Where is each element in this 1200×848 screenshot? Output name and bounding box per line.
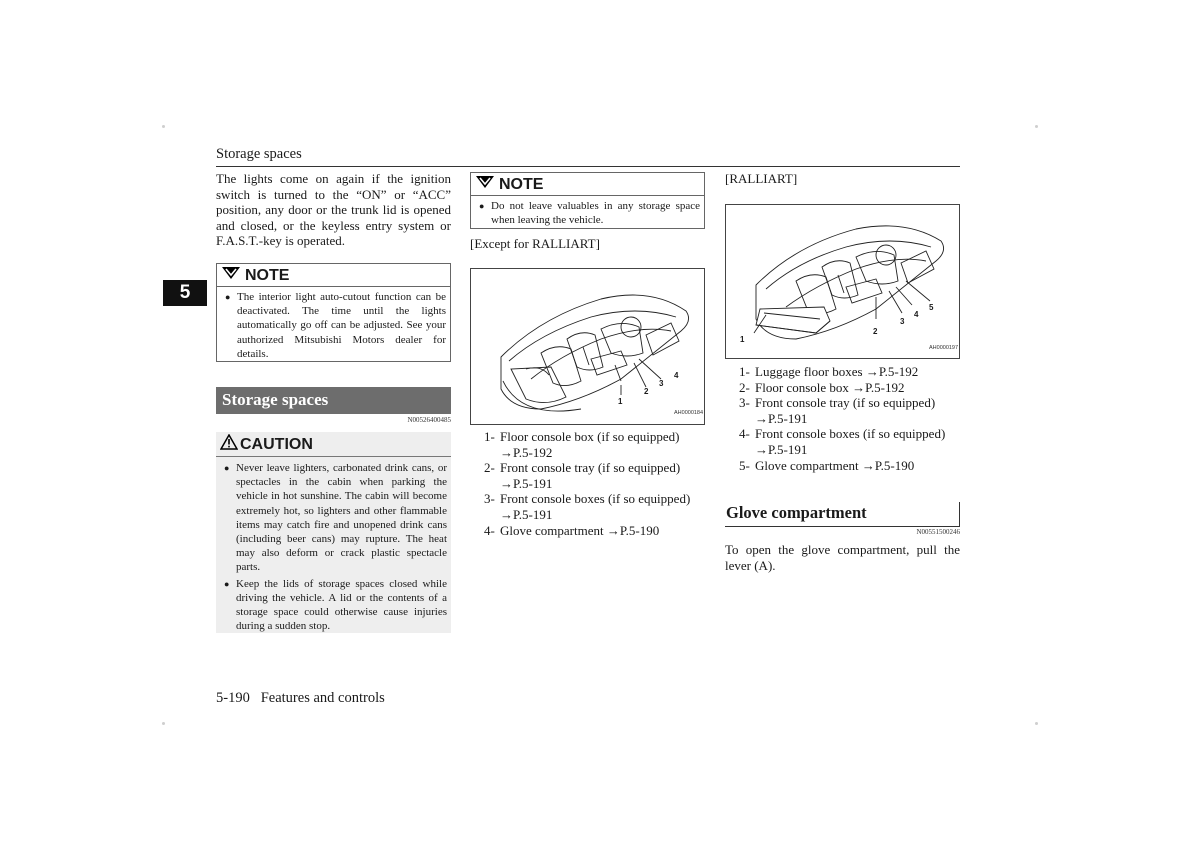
figure-callout: 4 — [674, 371, 679, 380]
figure-a-legend — [484, 429, 703, 538]
car-interior-illustration — [471, 269, 704, 424]
legend-text: Floor console box →P.5-192 — [755, 379, 905, 395]
figure-caption: [Except for RALLIART] — [470, 236, 600, 251]
caution-bullet-text: Keep the lids of storage spaces closed while driving the vehicle. A lid or the contents of a storage space could otherwise cause injuries during a sudden stop. — [236, 577, 447, 633]
figure-callout: 1 — [740, 335, 745, 344]
legend-item — [484, 523, 703, 539]
note-bullet-text: The interior light auto-cutout function can be deactivated. The time until the lights automatically go off can be adjusted. See your authorized Mitsubishi Motors dealer for details. — [237, 291, 446, 360]
legend-text: Front console tray (if so equipped) — [500, 460, 681, 476]
legend-number: 1- — [484, 429, 495, 444]
legend-item — [739, 380, 958, 396]
page-footer — [216, 690, 385, 707]
legend-item — [739, 458, 958, 474]
note-bullet-text: Do not leave valuables in any storage space when leaving the vehicle. — [491, 200, 700, 227]
warning-triangle-icon — [220, 434, 238, 455]
legend-text: Front console tray (if so equipped) — [755, 395, 936, 411]
note-icon — [221, 266, 241, 285]
glove-section-rule-tick — [959, 502, 960, 526]
note-label: NOTE — [499, 175, 544, 193]
glove-section-code: N00551500246 — [916, 528, 960, 536]
legend-number: 5- — [739, 457, 750, 473]
figure-caption: [RALLIART] — [725, 171, 798, 186]
figure-callout: 3 — [900, 317, 905, 326]
bullet-dot-icon: ● — [224, 463, 230, 473]
figure-callout: 3 — [659, 379, 664, 388]
legend-item — [739, 395, 958, 426]
legend-number: 4- — [739, 426, 750, 442]
legend-number: 2- — [484, 460, 495, 476]
footer-section-name: Features and controls — [260, 690, 385, 706]
page-header-title: Storage spaces — [216, 146, 302, 162]
legend-item — [739, 364, 958, 380]
note-label: NOTE — [245, 266, 290, 284]
storage-section-code: N00526400485 — [407, 416, 451, 424]
caution-label: CAUTION — [240, 435, 313, 453]
header-rule — [216, 166, 960, 167]
figure-b-legend — [739, 364, 958, 473]
legend-item — [484, 460, 703, 491]
note-bullet — [479, 199, 700, 227]
legend-page-ref: →P.5-192 — [500, 444, 553, 460]
glove-section-text: To open the glove compartment, pull the lever (A). — [725, 542, 960, 573]
figure-code: AH0000184 — [674, 410, 704, 416]
legend-text: Luggage floor boxes →P.5-192 — [755, 364, 919, 379]
caution-bullet-text: Never leave lighters, carbonated drink cans, or spectacles in the cabin when parking the vehicle in hot sunshine. The cabin will become extremely hot, so lighters and other flammable items may catch fire and unopened drink cans (including beer cans) may rupture. The heat may also deform or crack plastic spectacle parts. — [236, 462, 447, 574]
storage-section-title: Storage spaces — [216, 387, 451, 414]
crop-mark — [1035, 125, 1038, 128]
caution-box — [216, 432, 451, 633]
legend-item — [739, 426, 958, 457]
legend-page-ref: →P.5-191 — [500, 506, 553, 522]
caution-bullet — [224, 461, 447, 575]
crop-mark — [162, 722, 165, 725]
figure-callout: 5 — [929, 303, 934, 312]
legend-number: 3- — [739, 395, 750, 411]
legend-number: 3- — [484, 491, 495, 507]
bullet-dot-icon: ● — [225, 292, 231, 302]
caution-bullet — [224, 577, 447, 634]
legend-number: 1- — [739, 364, 750, 379]
caution-header — [216, 432, 451, 457]
bullet-dot-icon: ● — [224, 578, 230, 589]
legend-number: 2- — [739, 379, 750, 395]
intro-paragraph: The lights come on again if the ignition switch is turned to the “ON” or “ACC” position, any door or the trunk lid is opened and closed, or the keyless entry system or F.A.S.T.-key is operated. — [216, 171, 451, 249]
car-interior-illustration — [726, 205, 959, 358]
legend-text: Front console boxes (if so equipped) — [500, 491, 691, 507]
page-number: 5-190 — [216, 690, 250, 706]
glove-section-rule — [725, 526, 960, 527]
note-box-middle — [470, 172, 705, 229]
legend-text: Front console boxes (if so equipped) — [755, 426, 946, 442]
legend-page-ref: →P.5-191 — [755, 410, 808, 426]
note-box-left — [216, 263, 451, 362]
note-bullet — [225, 290, 446, 361]
legend-text: Glove compartment →P.5-190 — [500, 522, 660, 538]
note-icon — [475, 175, 495, 194]
legend-item — [484, 429, 703, 460]
legend-item — [484, 491, 703, 522]
crop-mark — [162, 125, 165, 128]
figure-callout: 1 — [618, 397, 623, 406]
figure-code: AH0000197 — [929, 345, 959, 351]
figure-callout: 4 — [914, 310, 919, 319]
legend-page-ref: →P.5-191 — [755, 441, 808, 457]
legend-page-ref: →P.5-191 — [500, 475, 553, 491]
figure-callout: 2 — [873, 327, 878, 336]
note-header — [471, 173, 704, 196]
crop-mark — [1035, 722, 1038, 725]
figure-console-ralliart — [725, 204, 960, 359]
legend-number: 4- — [484, 522, 495, 538]
bullet-dot-icon: ● — [479, 201, 485, 211]
figure-callout: 2 — [644, 387, 649, 396]
figure-console-except-ralliart — [470, 268, 705, 425]
glove-section-title: Glove compartment — [726, 503, 867, 522]
note-header — [217, 264, 450, 287]
chapter-tab: 5 — [163, 280, 207, 306]
legend-text: Floor console box (if so equipped) — [500, 429, 680, 444]
legend-text: Glove compartment →P.5-190 — [755, 457, 915, 473]
